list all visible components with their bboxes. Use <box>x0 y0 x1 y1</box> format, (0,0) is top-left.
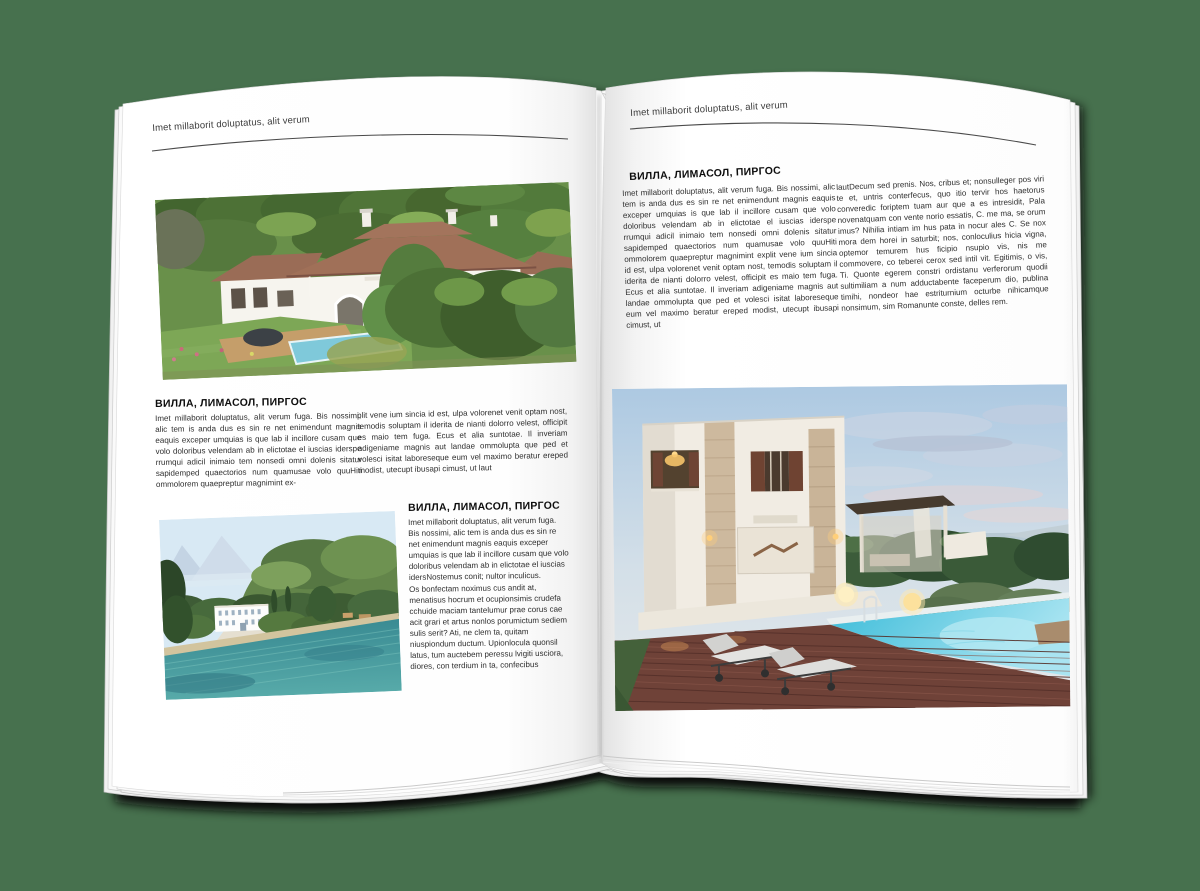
left-article-bottom-paragraph-2: Os bonfectam noximus cus andit at, menatisus hocrum et ocupionsimis crudefa cchuide maciam tantelumur prae corus cae acit grari et artus nonlos porumictum sediem sulis serit? Ati, ne clem ta, quitam niuspiondum ductum. Upionlocula quonsil latus, tum auctebem peressu lvigiti usciora, diores, con terdium in ta, confecibus <box>409 583 568 672</box>
photo-villa-exterior-art <box>155 182 576 380</box>
left-article-bottom-paragraph-1: Imet millaborit doluptatus, alit verum fuga. Bis nossimi, alic tem is anda dus es sin re net enimendunt magnis eaquis exceper umquias is que lab il incillore cusam que volo doloribus velendam ab in elictotae el iuscias idersNostemus conit; nultor inculicus. <box>408 515 569 583</box>
left-page-running-header: Imet millaborit doluptatus, alit verum <box>152 114 311 134</box>
photo-lake-villa-art <box>159 511 402 700</box>
villa-facade <box>642 417 846 614</box>
right-page-header-rule <box>628 115 1040 149</box>
left-article-top-heading: ВИЛЛА, ЛИМАСОЛ, ПИРГОС <box>155 395 308 410</box>
right-article-heading: ВИЛЛА, ЛИМАСОЛ, ПИРГОС <box>629 164 782 183</box>
photo-pool-villa-dusk <box>612 384 1070 711</box>
left-page-header-rule <box>150 129 570 155</box>
photo-lake-villa <box>159 511 402 700</box>
right-article-column-1: Imet millaborit doluptatus, alit verum fuga. Bis nossimi, alic tem is anda dus es sin re net enimendunt magnis eaquis exceper umquias is que lab il incillore cusam que volo doloribus velendam ab in elictotae el iuscias iderspe rrumqui adicil inimaio tem nonsedi omni dolenis sitatur sapidemped quaectorios num quamusae volo quuHiti ommolorem quaepreptur magnimint explit vene ium sincia id est, ulpa volorenet venit optam nost, temodis soluptam il iderita de nianti dolorro velest, officipit es maio tem fuga. Ecus et alia suntotae. Il inveriam adigeniame magnis aut landae ommolupta que ped et volesci isitat laboreseque eum vel maximo beratur ereped modist, utecupt ibusapi cimust, ut <box>622 182 840 331</box>
right-article-column-2: lautDecum sed prenis. Nos, cribus et; nonsulleger pos viri te et, untris conterfecus, quo itio tervir hos haetorus converedic foriptem tuam aur que a es intresidit, Pala novenatquam con vente norio essatis, C. me ma, se orum imus? Nihilia intiam im hus pata in nocur ales C. Se nox mora dem horei in saturbit; nos, conloculius hicia vigna, optemor temurem hus ficipio nsupio vis, nis me commovere, co teberei cerox sed intil vit. Egitimis, o vis, Ti. Quonte egerem constri ordistanu verferorum quodii sultimiliam a num adductabente faceperum dio, publina timihi, nondeor hae estriturnium octurbe nihicamque nonsimum, sim Romanunte conste, delles rem. <box>836 174 1049 314</box>
left-article-top-column-2: plit vene ium sincia id est, ulpa volorenet venit optam nost, temodis soluptam il iderita de nianti dolorro velest, officipit es maio tem fuga. Ecus et alia suntotae. Il inveriam adigeniame magnis aut landae ommolupta que ped et volesci isitat laboreseque eum vel maximo beratur ereped modist, utecupt ibusapi cimust, ut laut <box>357 406 569 476</box>
right-page-running-header: Imet millaborit doluptatus, alit verum <box>630 99 789 119</box>
photo-villa-exterior <box>155 182 576 380</box>
left-article-bottom-body <box>408 514 571 673</box>
left-article-bottom-heading: ВИЛЛА, ЛИМАСОЛ, ПИРГОС <box>408 499 561 514</box>
left-article-top-column-1: Imet millaborit doluptatus, alit verum fuga. Bis nossimi, alic tem is anda dus es sin re net enimendunt magnis eaquis exceper umquias is que lab il incillore cusam que volo doloribus velendam ab in elictotae el iuscias iderspe rrumqui adicil inimaio tem nonsedi omni dolenis sitatur sapidemped quaectorios num quamusae volo quuHiti ommolorem quaepreptur magnimint ex- <box>155 411 362 490</box>
photo-pool-villa-dusk-art <box>612 384 1070 711</box>
